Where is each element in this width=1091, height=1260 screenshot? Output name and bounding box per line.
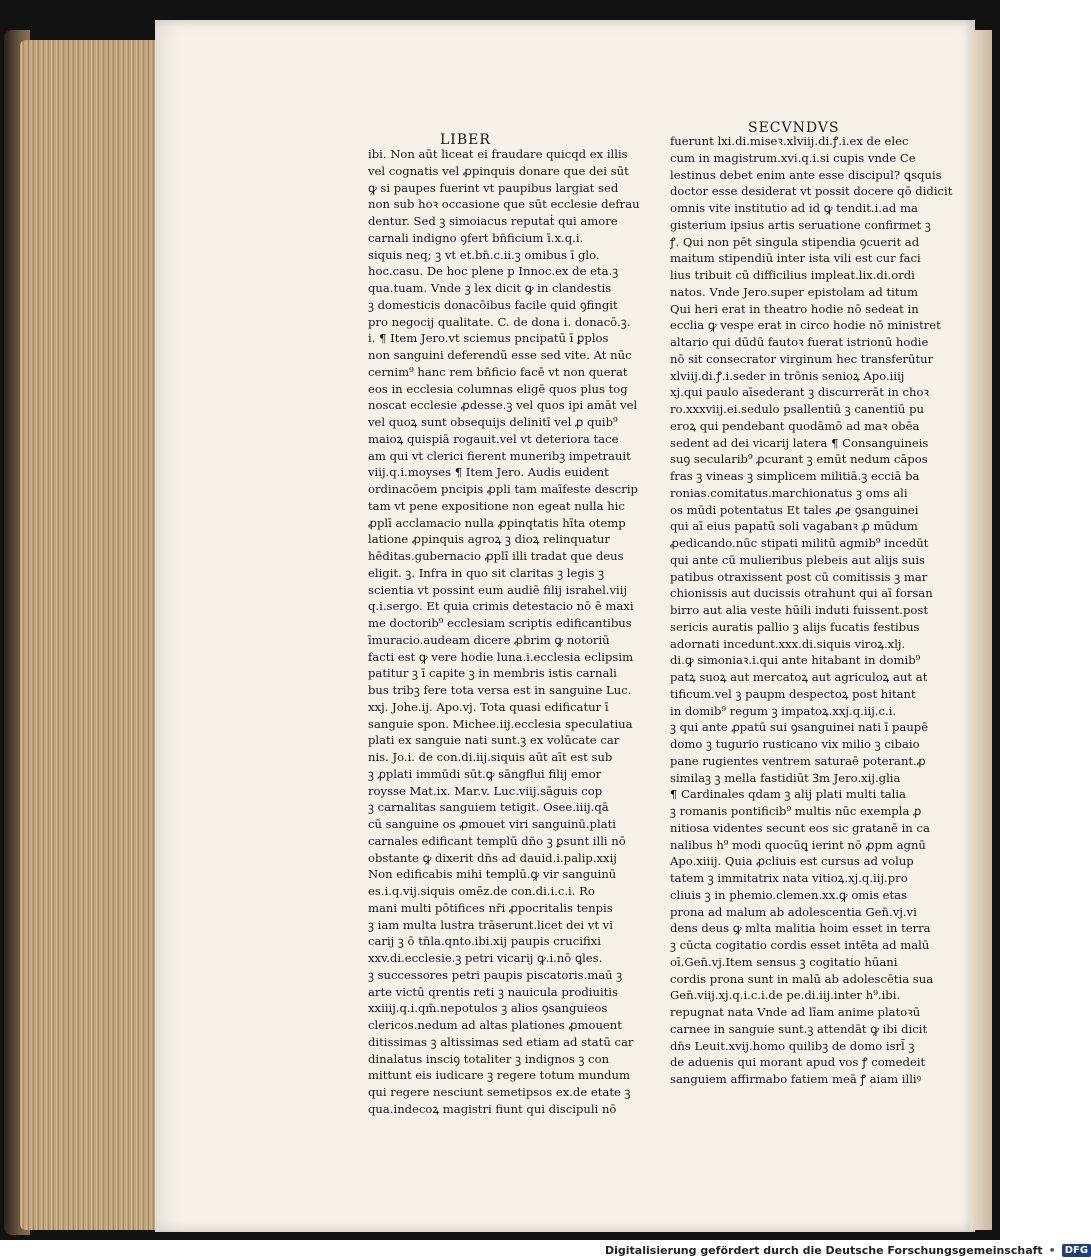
footer-separator: •: [1048, 1244, 1056, 1257]
text-line: facti est ꝙ vere hodie luna.i.ecclesia eclipsim: [368, 649, 634, 664]
text-line: prona ad malum ab adolescentia Gen̄.vj.vi: [670, 904, 917, 919]
text-line: mani multi pōtifices nr̄i ꝓpocritalis tenpis: [368, 900, 613, 915]
text-line: clericos.nedum ad altas plationes ꝓmouent: [368, 1018, 622, 1032]
text-line: domo ꝫ tugurio rusticano vix milio ꝫ cibaio: [670, 737, 920, 751]
text-line: siquis neq; ꝫ vt et.bn̄.c.ii.ꝫ omibus ī glo.: [368, 247, 600, 262]
text-line: ꝫ cūcta cogitatio cordis esset intēta ad malū: [670, 938, 930, 952]
text-line: eligit. ꝫ. Infra in quo sit claritas ꝫ legis ꝫ: [368, 565, 605, 580]
text-line: noscat ecclesie ꝓdesse.ꝫ vel quos ipi amāt vel: [368, 398, 638, 413]
text-line: patꝝ suoꝝ aut mercatoꝝ aut agriculoꝝ aut at: [670, 670, 928, 684]
running-head-left: LIBER: [440, 132, 491, 148]
text-line: sedent ad dei vicarij latera ¶ Consanguineis: [670, 435, 929, 450]
text-line: similaꝫ ꝫ mella fastidiūt Ꝫm Jero.xij.glia: [670, 770, 901, 785]
text-line: birro aut alia veste hūili induti fuissent.post: [670, 603, 929, 617]
text-line: lius tribuit cū difficilius impleat.lix.di.ordi: [670, 268, 915, 282]
text-line: ro.xxxviij.ei.sedulo psallentiū ꝫ canentiū pu: [670, 402, 924, 416]
text-line: ꝓplī acclamacio nulla ꝓpinqtatis hīta otemp: [368, 515, 626, 530]
text-line: dinalatus insciꝯ totaliter ꝫ indignos ꝫ con: [368, 1051, 610, 1066]
text-line: plati ex sanguie nati sunt.ꝫ ex volūcate car: [368, 733, 620, 748]
text-line: ꝓedicando.nūc stipati militū agmib⁹ incedūt: [670, 536, 929, 550]
text-line: latione ꝓpinquis agroꝝ ꝫ dioꝝ relinquatur: [368, 532, 610, 547]
text-line: Apo.xiiij. Quia ꝓcliuis est cursus ad volup: [670, 854, 914, 869]
text-line: cū sanguine os ꝓmouet viri sanguinū.plati: [368, 817, 616, 831]
text-line: tatem ꝫ immitatrix nata vitioꝝ.xj.q.iij.pro: [670, 871, 908, 885]
text-line: am qui vt clerici fierent muneribꝫ impetrauit: [368, 448, 631, 463]
text-line: sanguie spon. Michee.iij.ecclesia speculatiua: [368, 716, 633, 731]
text-line: dens deus ꝙ mlta malitia hoim esset in terra: [670, 921, 931, 936]
text-line: qui aī eius papatū soli vagabanꝛ ꝓ mūdum: [670, 519, 918, 534]
text-line: carnali indigno ꝯfert bn̄ficium ī.x.q.i.: [368, 230, 584, 245]
text-line: fuerunt lxi.di.miseꝛ.xlviij.di.ꝭ.i.ex de elec: [670, 134, 909, 148]
text-line: patibus otraxissent post cū comitissis ꝫ mar: [670, 569, 928, 584]
text-line: ꝫ successores petri paupis piscatoris.maū ꝫ: [368, 967, 623, 982]
text-line: nitiosa videntes secunt eos sic gratanē in ca: [670, 820, 930, 835]
text-line: xxv.di.ecclesie.ꝫ petri vicarij ꝙ.i.nō ꝗles.: [368, 951, 603, 965]
text-line: cordis prona sunt in malū ab adolescētia sua: [670, 971, 934, 986]
text-line: qui regere nesciunt semetipsos ex.de etate ꝫ: [368, 1085, 631, 1099]
text-line: qua.tuam. Vnde ꝫ lex dicit ꝙ in clandestis: [368, 281, 612, 295]
text-line: ordinacōem pncipis ꝓpli tam maīfeste descrip: [368, 482, 638, 496]
text-line: Non edificabis mihi templū.ꝙ vir sanguinū: [368, 867, 617, 882]
text-line: Gen̄.viij.xj.q.i.c.i.de pe.di.iij.inter h⁹.ibi.: [670, 988, 901, 1003]
text-line: vel quoꝝ sunt obsequijs delinitī vel ꝓ quib⁹: [368, 415, 618, 429]
text-line: obstante ꝙ dixerit dn̄s ad dauid.i.palip.xxij: [368, 850, 617, 865]
text-line: dentur. Sed ꝫ simoiacus reputaṫ qui amore: [368, 214, 618, 228]
text-line: ꝭ. Qui non pēt singula stipendia ꝯcuerit ad: [670, 234, 920, 249]
text-line: hēditas.gubernacio ꝓplī illi tradat que deus: [368, 549, 624, 563]
text-line: in domib⁹ regum ꝫ impatoꝝ.xxj.q.iij.c.i.: [670, 703, 897, 718]
text-line: oī.Gen̄.vj.Item sensus ꝫ cogitatio hūani: [670, 954, 898, 969]
text-line: maioꝝ quispiā rogauit.vel vt deteriora tace: [368, 431, 619, 446]
text-line: me doctorib⁹ ecclesiam scriptis edificantibus: [368, 616, 632, 630]
text-line: cliuis ꝫ in phemio.clemen.xx.ꝙ omis etas: [670, 887, 908, 902]
text-line: adornati incedunt.xxx.di.siquis viroꝝ.xlj.: [670, 636, 906, 651]
text-line: eos in ecclesia columnas eligē quos plus tog: [368, 381, 628, 396]
text-line: arte victū qrentis reti ꝫ nauicula prodiuitis: [368, 984, 618, 999]
page-block-edge: [20, 40, 165, 1230]
text-line: doctor esse desiderat vt possit docere qō didicit: [670, 184, 953, 199]
text-line: nō sit consecrator virginum hec transferūtur: [670, 351, 934, 366]
text-line: cernim⁹ hanc rem bn̄ficio facē vt non querat: [368, 364, 628, 379]
text-line: pro negocij qualitate. C. de dona i. donacō.ꝫ.: [368, 314, 631, 329]
text-line: de aduenis qui morant apud vos ꝭ comedeit: [670, 1055, 926, 1070]
text-line: vel cognatis vel ꝓpinquis donare que dei sūt: [368, 163, 629, 178]
text-line: tificum.vel ꝫ paupm despectoꝝ post hitant: [670, 686, 916, 701]
text-line: ꝙ si paupes fuerint vt paupibus largiat sed: [368, 180, 619, 195]
text-column-left: [368, 146, 640, 1118]
text-line: xlviij.di.ꝭ.i.seder in trōnis senioꝝ Apo.iiij: [670, 368, 905, 383]
text-line: fras ꝫ vineas ꝫ simplicem militiā.ꝫ ecciā ba: [670, 469, 920, 483]
text-line: ꝫ romanis pontificib⁹ multis nūc exempla ꝓ: [670, 804, 922, 818]
text-line: īmuracio.audeam dicere ꝓbrim ꝙ notoriū: [368, 632, 610, 647]
footer-text: Digitalisierung gefördert durch die Deutsche Forschungsgemeinschaft: [605, 1244, 1043, 1257]
text-line: Qui heri erat in theatro hodie nō sedeat in: [670, 301, 919, 316]
text-line: nis. Jo.i. de con.di.iij.siquis aūt aīt est sub: [368, 750, 613, 764]
text-line: sanguiem affirmabo fatiem meā ꝭ aiam illiꝰ: [670, 1072, 922, 1086]
text-line: non sanguini deferendū esse sed vite. At nūc: [368, 348, 632, 362]
text-line: carij ꝫ ō tn̄la.qnto.ibi.xij paupis crucifixi: [368, 934, 601, 949]
text-line: es.i.q.vij.siquis omēz.de con.di.i.c.i. Ro: [368, 884, 595, 898]
text-line: ꝫ domesticis donacōibus facile quid ꝯfingit: [368, 297, 618, 312]
text-line: gisterium ipsius artis seruatione confirmet ꝫ: [670, 217, 931, 232]
text-line: mittunt eis iudicare ꝫ regere totum mundum: [368, 1068, 630, 1083]
text-line: scientia vt possint eum audiē filij israhel.viij: [368, 582, 628, 597]
text-line: carnales edificant templū dn̄o ꝫ ꝑsunt illi nō: [368, 833, 626, 848]
text-line: i. ¶ Item Jero.vt sciemus pncipatū ī ꝑplos: [368, 331, 609, 346]
running-head-right: SECVNDVS: [748, 120, 840, 136]
text-line: chionissis aut ducissis otrahunt qui aī forsan: [670, 586, 933, 601]
text-line: natos. Vnde Jero.super epistolam ad titum: [670, 284, 918, 299]
text-line: ecclia ꝙ vespe erat in circo hodie nō ministret: [670, 318, 941, 333]
text-line: patitur ꝫ ī capite ꝫ in membris istis carnali: [368, 666, 617, 681]
text-line: xxj. Johe.ij. Apo.vj. Tota quasi edificatur ī: [368, 699, 609, 714]
text-line: ronias.comitatus.marchionatus ꝫ oms ali: [670, 485, 908, 500]
text-column-right: [670, 133, 953, 1088]
text-line: os mūdi potentatus Et tales ꝓe ꝯsanguinei: [670, 502, 919, 517]
text-line: suꝯ secularib⁹ ꝓcurant ꝫ emūt nedum cāpos: [670, 452, 928, 467]
text-line: ¶ Cardinales qdam ꝫ alij plati multi talia: [670, 787, 906, 802]
text-line: ibi. Non aūt liceat ei fraudare quicqd ex illis: [368, 147, 628, 161]
text-line: eroꝝ qui pendebant quodāmō ad maꝛ obēa: [670, 418, 920, 433]
text-line: carnee in sanguie sunt.ꝫ attendāt ꝙ ibi dicit: [670, 1021, 928, 1036]
facing-page-edge: [970, 30, 992, 1230]
text-line: hoc.casu. De hoc plene p Innoc.ex de eta.ꝫ: [368, 264, 619, 279]
text-line: ꝫ qui ante ꝓpatū sui ꝯsanguinei nati ī paupē: [670, 720, 929, 735]
text-line: omnis vite institutio ad id ꝙ tendit.i.ad ma: [670, 201, 918, 215]
text-line: non sub hoꝛ occasione que sūt ecclesie defrau: [368, 197, 640, 212]
dfg-logo-icon: DFG: [1062, 1244, 1091, 1257]
text-line: dn̄s Leuit.xvij.homo quilibꝫ de domo isrl̄ ꝫ: [670, 1038, 915, 1053]
text-line: qui ante cū mulieribus plebeis aut alijs suis: [670, 552, 925, 567]
text-line: cum in magistrum.xvi.q.i.si cupis vnde Ce: [670, 150, 916, 165]
text-line: di.ꝙ simoniaꝛ.i.qui ante hitabant in domib⁹: [670, 653, 921, 668]
text-line: xj.qui paulo aīsederant ꝫ discurrerāt in choꝛ: [670, 385, 929, 400]
text-line: pane rugientes ventrem saturaē poterant.ꝓ: [670, 753, 926, 768]
text-line: repugnat nata Vnde ad līam anime platoꝛū: [670, 1005, 921, 1019]
text-line: maitum stipendiū inter ista vili est cur faci: [670, 251, 921, 266]
text-line: ꝫ iam multa lustra trāserunt.licet dei vt vi: [368, 917, 613, 932]
text-line: lestinus debet enim ante esse discipul? ꝗsquis: [670, 167, 942, 182]
text-line: ꝫ ꝓplati immūdi sūt.ꝙ sāngflui filij emor: [368, 766, 602, 781]
text-line: q.i.sergo. Et quia crimis detestacio nō ē maxi: [368, 599, 634, 614]
text-line: nalibus h⁹ modi quocūꝗ ierint nō ꝓpm agnū: [670, 837, 926, 852]
text-line: altario qui dūdū fautoꝛ fuerat istrionū hodie: [670, 335, 929, 349]
text-line: bus tribꝫ fere tota versa est in sanguine Luc.: [368, 683, 632, 697]
text-line: tam vt pene expositione non egeat nulla hic: [368, 498, 625, 513]
text-line: qua.indecoꝝ magistri fiunt qui discipuli nō: [368, 1101, 617, 1116]
text-line: ꝫ carnalitas sanguiem tetigit. Osee.iiij.qā: [368, 800, 609, 815]
text-line: xxiiij.q.i.qm̄.nepotulos ꝫ alios ꝯsanguieos: [368, 1001, 608, 1016]
text-line: sericis auratis pallio ꝫ alijs fucatis festibus: [670, 619, 920, 634]
text-line: roysse Mat.ix. Mar.v. Luc.viij.sāguis cop: [368, 783, 603, 798]
text-line: ditissimas ꝫ altissimas sed etiam ad statū car: [368, 1034, 634, 1049]
footer-credit: [605, 1241, 1091, 1260]
text-line: viij.q.i.moyses ¶ Item Jero. Audis euident: [368, 465, 609, 480]
